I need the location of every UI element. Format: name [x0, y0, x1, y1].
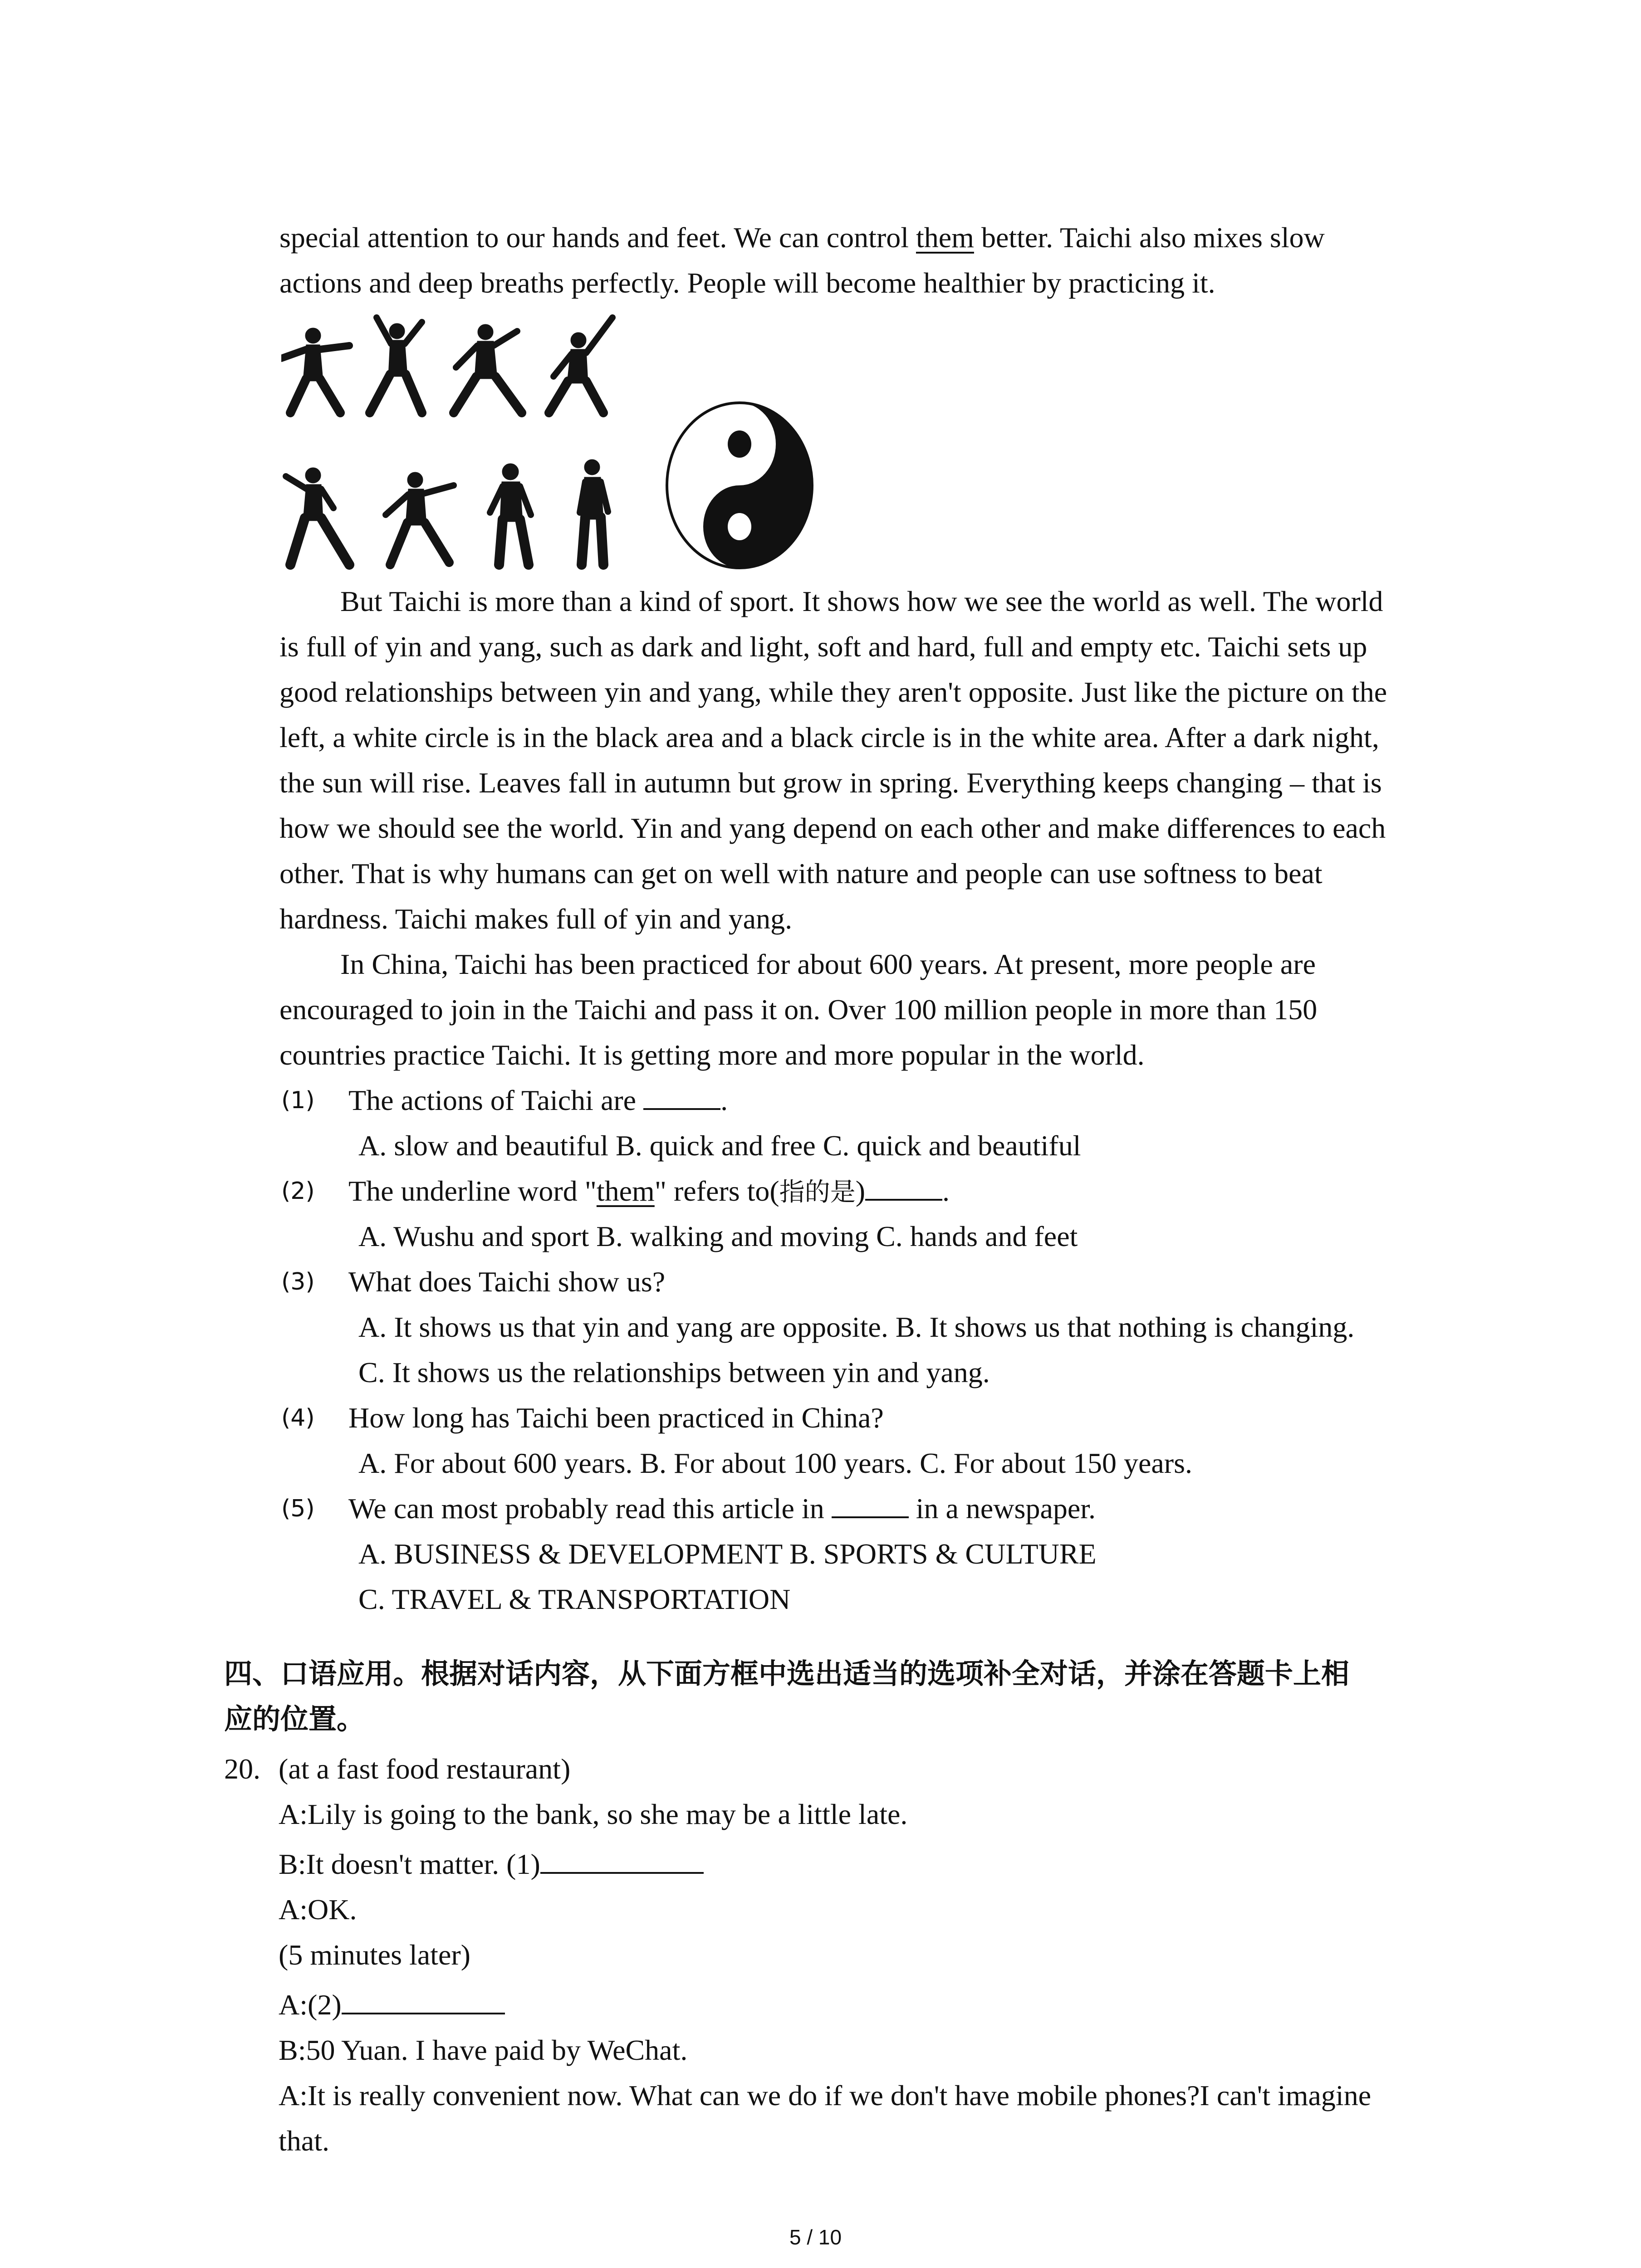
question-stem: How long has Taichi been practiced in China? [348, 1402, 884, 1434]
passage-line: But Taichi is more than a kind of sport. It shows how we see the world as well. The world [340, 585, 1383, 617]
answer-blank[interactable] [865, 1171, 942, 1201]
yin-yang-icon [662, 399, 817, 572]
passage-line: encouraged to join in the Taichi and pass it on. Over 100 million people in more than 150 [279, 993, 1318, 1026]
dialogue-line: B:50 Yuan. I have paid by WeChat. [279, 2034, 688, 2066]
passage-line: how we should see the world. Yin and yang depend on each other and make differences to each [279, 812, 1386, 844]
question-options: A. slow and beautiful B. quick and free C. quick and beautiful [358, 1129, 1081, 1162]
dialogue-line: A:OK. [279, 1893, 357, 1926]
dialogue-line: A:(2) [279, 1982, 505, 2028]
underlined-word: them [916, 221, 974, 254]
question-stem: The actions of Taichi are . [348, 1078, 728, 1123]
dialogue-line: A:Lily is going to the bank, so she may be a little late. [279, 1798, 908, 1830]
question-stem: We can most probably read this article in in a newspaper. [348, 1486, 1096, 1531]
dialogue-line: B:It doesn't matter. (1) [279, 1842, 704, 1887]
dialogue-setting: (at a fast food restaurant) [279, 1753, 571, 1785]
question-options: A. BUSINESS & DEVELOPMENT B. SPORTS & CULTURE [358, 1538, 1097, 1570]
passage-line: other. That is why humans can get on well with nature and people can use softness to beat [279, 857, 1323, 890]
question-number: 20. [224, 1753, 260, 1785]
passage-line: In China, Taichi has been practiced for about 600 years. At present, more people are [340, 948, 1316, 980]
answer-blank[interactable] [832, 1488, 909, 1518]
passage-line: countries practice Taichi. It is getting more and more popular in the world. [279, 1039, 1145, 1071]
question-options: A. For about 600 years. B. For about 100 years. C. For about 150 years. [358, 1447, 1192, 1479]
question-options: C. It shows us the relationships between yin and yang. [358, 1356, 990, 1388]
answer-blank[interactable] [540, 1844, 704, 1874]
answer-blank[interactable] [342, 1984, 505, 2014]
question-number: (2) [281, 1178, 315, 1205]
question-stem: What does Taichi show us? [348, 1266, 666, 1298]
section-heading: 应的位置。 [224, 1702, 365, 1735]
taichi-figures-icon [281, 313, 640, 576]
passage-line: is full of yin and yang, such as dark and light, soft and hard, full and empty etc. Taichi sets up [279, 631, 1367, 663]
passage-line: the sun will rise. Leaves fall in autumn but grow in spring. Everything keeps changing – that is [279, 767, 1382, 799]
passage-line: special attention to our hands and feet. We can control them better. Taichi also mixes slow [279, 221, 1325, 254]
question-number: (3) [281, 1268, 315, 1295]
section-heading: 四、口语应用。根据对话内容，从下面方框中选出适当的选项补全对话，并涂在答题卡上相 [224, 1657, 1350, 1690]
question-stem: The underline word "them" refers to(指的是) . [348, 1168, 950, 1215]
question-options: C. TRAVEL & TRANSPORTATION [358, 1583, 791, 1615]
dialogue-line: (5 minutes later) [279, 1939, 470, 1971]
question-number: (5) [281, 1495, 315, 1522]
question-options: A. It shows us that yin and yang are opposite. B. It shows us that nothing is changing. [358, 1311, 1355, 1343]
passage-line: hardness. Taichi makes full of yin and yang. [279, 903, 793, 935]
answer-blank[interactable] [643, 1080, 720, 1110]
page-number: 5 / 10 [789, 2225, 842, 2249]
passage-line: good relationships between yin and yang, while they aren't opposite. Just like the picture on the [279, 676, 1387, 708]
question-number: (4) [281, 1404, 315, 1432]
dialogue-line: that. [279, 2125, 329, 2157]
question-options: A. Wushu and sport B. walking and moving C. hands and feet [358, 1220, 1078, 1252]
passage-line: actions and deep breaths perfectly. People will become healthier by practicing it. [279, 267, 1215, 299]
passage-line: left, a white circle is in the black area and a black circle is in the white area. After a dark night, [279, 721, 1379, 753]
dialogue-line: A:It is really convenient now. What can we do if we don't have mobile phones?I can't imagine [279, 2079, 1372, 2112]
question-number: (1) [281, 1087, 315, 1114]
